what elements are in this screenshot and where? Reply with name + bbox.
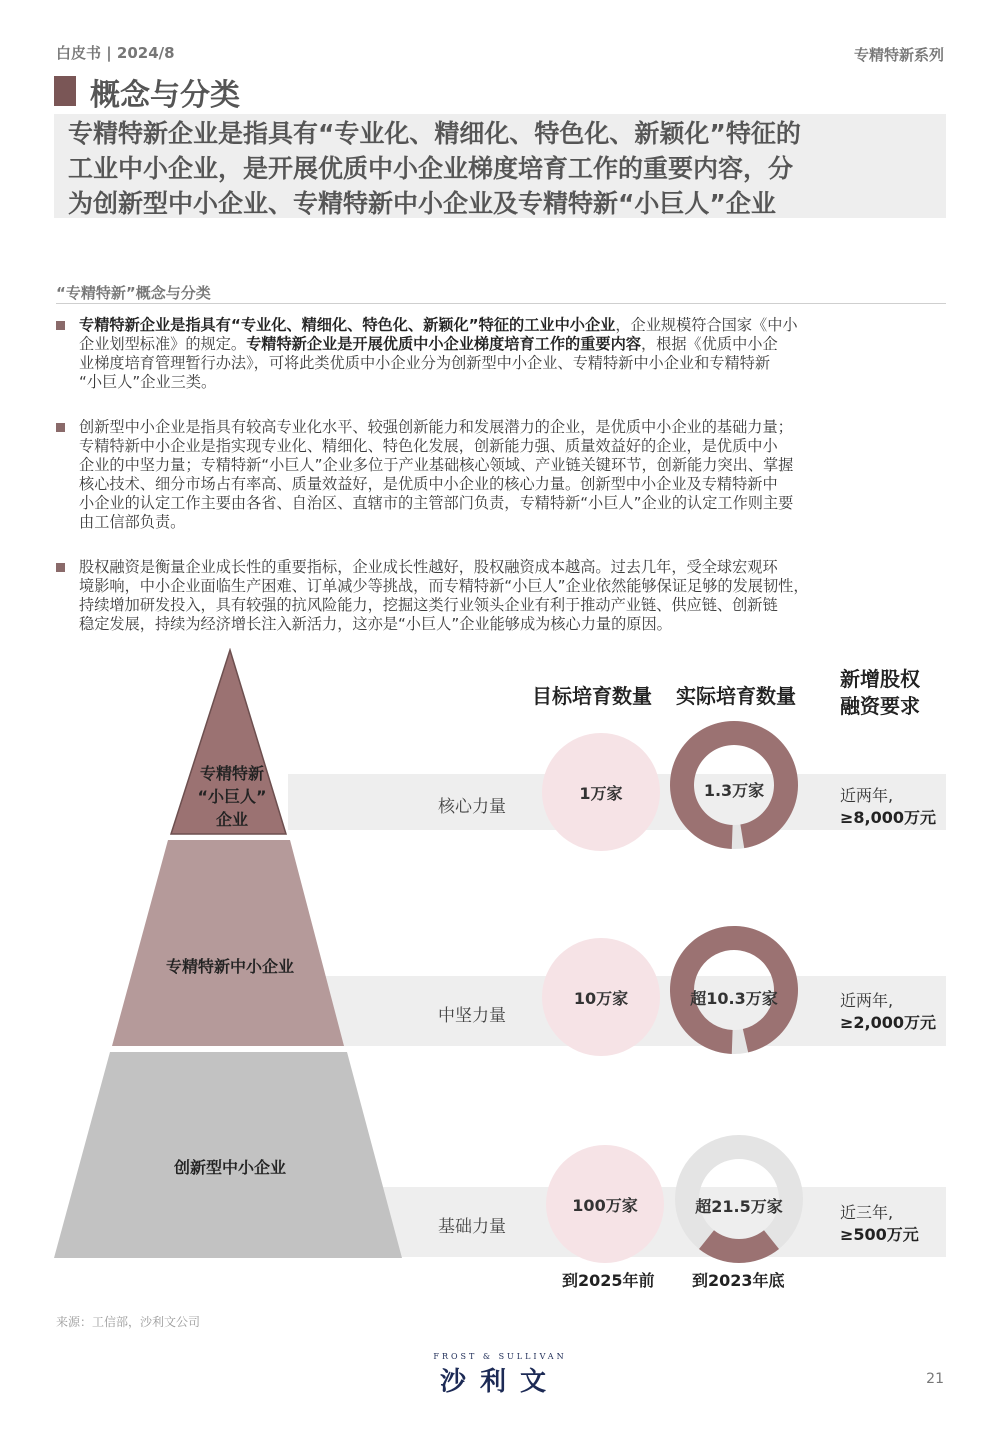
target-circle-base: 100万家: [546, 1145, 664, 1263]
p2-line: 创新型中小企业是指具有较高专业化水平、较强创新能力和发展潜力的企业，是优质中小企业的基础力量；: [79, 418, 793, 436]
requirement-period: 近两年,: [840, 786, 894, 805]
headline-box: [54, 114, 946, 218]
actual-date: 到2023年底: [692, 1271, 785, 1290]
paragraph-1: [56, 316, 948, 392]
p1-line-2: [79, 335, 948, 354]
pyramid-top-line: 专精特新: [199, 764, 264, 783]
p3-line: 境影响，中小企业面临生产困难、订单减少等挑战，而专精特新“小巨人”企业依然能够保证足够的发展韧性，: [79, 577, 809, 595]
paragraph-3: [56, 558, 948, 634]
p1-text-2a: 企业划型标准》的规定。: [79, 335, 247, 353]
p2-line: 核心技术、细分市场占有率高、质量效益好，是优质中小企业的核心力量。创新型中小企业及专精特新中: [79, 475, 778, 493]
p2-line: 专精特新中小企业是指实现专业化、精细化、特色化发展，创新能力强、质量效益好的企业，是优质中小: [79, 437, 778, 455]
requirement-base: [840, 1202, 919, 1246]
requirement-core: [840, 785, 936, 829]
p3-line: 稳定发展，持续为经济增长注入新活力，这亦是“小巨人”企业能够成为核心力量的原因。: [79, 615, 672, 633]
target-circle-core: 1万家: [542, 733, 660, 851]
pyramid-top-line: “小巨人”: [197, 787, 267, 806]
p3-line: 股权融资是衡量企业成长性的重要指标，企业成长性越好，股权融资成本越高。过去几年，受全球宏观环: [79, 558, 778, 576]
tier-label-middle: 中坚力量: [438, 1006, 506, 1026]
bullet-square: [56, 321, 65, 330]
p1-text-1: ，企业规模符合国家《中小: [615, 316, 798, 334]
col-head-requirement: [840, 666, 920, 720]
subheading: “专精特新”概念与分类: [56, 284, 211, 302]
col-head-req-line: 新增股权: [840, 667, 920, 691]
frost-sullivan-logo: [400, 1352, 600, 1398]
section-title: 概念与分类: [90, 78, 240, 113]
headline-line-1: 专精特新企业是指具有“专业化、精细化、特色化、新颖化”特征的: [68, 119, 801, 148]
p2-line: 由工信部负责。: [79, 513, 186, 531]
requirement-amount: ≥2,000万元: [840, 1013, 937, 1032]
pyramid-bottom-label: 创新型中小企业: [173, 1158, 286, 1177]
col-head-actual: 实际培育数量: [676, 684, 796, 708]
target-circle-middle: 10万家: [542, 938, 660, 1056]
requirement-period: 近三年,: [840, 1203, 894, 1222]
p1-line-3: 业梯度培育管理暂行办法》，可将此类优质中小企业分为创新型中小企业、专精特新中小企业和专精特新: [79, 354, 771, 372]
p1-text-2b: ，根据《优质中小企: [640, 335, 778, 353]
logo-english: FROST & SULLIVAN: [433, 1352, 567, 1361]
tier-label-core: 核心力量: [438, 797, 506, 817]
p2-line: 企业的中坚力量；专精特新“小巨人”企业多位于产业基础核心领域、产业链关键环节，创新能力突出、掌握: [79, 456, 794, 474]
target-deadline: 到2025年前: [562, 1271, 655, 1290]
requirement-amount: ≥500万元: [840, 1225, 919, 1244]
pyramid-middle-label: 专精特新中小企业: [165, 957, 294, 976]
requirement-amount: ≥8,000万元: [840, 808, 937, 827]
paragraph-2: [56, 418, 948, 532]
actual-value-core: 1.3万家: [703, 781, 765, 800]
p1-bold-1: 专精特新企业是指具有“专业化、精细化、特色化、新颖化”特征的工业中小企业: [79, 316, 616, 334]
headline-line-3: 为创新型中小企业、专精特新中小企业及专精特新“小巨人”企业: [68, 189, 776, 218]
subheading-rule: [56, 303, 946, 304]
pyramid-top-line: 企业: [215, 810, 248, 829]
section-marker: [54, 76, 76, 106]
p1-line-1: [79, 316, 948, 335]
col-head-req-line: 融资要求: [840, 694, 920, 718]
doc-series-date: 白皮书 | 2024/8: [56, 44, 175, 62]
bullet-square: [56, 563, 65, 572]
pyramid-middle: [112, 840, 344, 1046]
pyramid-top-label: [172, 762, 292, 831]
actual-value-base: 超21.5万家: [695, 1197, 783, 1216]
requirement-period: 近两年,: [840, 991, 894, 1010]
bullet-square: [56, 423, 65, 432]
actual-value-middle: 超10.3万家: [690, 989, 778, 1008]
headline-line-2: 工业中小企业，是开展优质中小企业梯度培育工作的重要内容，分: [68, 154, 794, 183]
logo-chinese: 沙利文: [439, 1367, 560, 1397]
doc-series-name: 专精特新系列: [853, 46, 944, 64]
p3-line: 持续增加研发投入，具有较强的抗风险能力，挖掘这类行业领头企业有利于推动产业链、供应链、创新链: [79, 596, 778, 614]
col-head-target: 目标培育数量: [532, 684, 652, 708]
ring-fill: [699, 1230, 779, 1263]
tier-label-base: 基础力量: [438, 1217, 506, 1237]
p1-bold-2: 专精特新企业是开展优质中小企业梯度培育工作的重要内容: [246, 335, 641, 353]
page-number: 21: [926, 1371, 944, 1387]
requirement-middle: [840, 990, 936, 1034]
p1-line-4: “小巨人”企业三类。: [79, 373, 217, 391]
p2-line: 小企业的认定工作主要由各省、自治区、直辖市的主管部门负责，专精特新“小巨人”企业的认定工作则主要: [79, 494, 794, 512]
source-note: 来源：工信部，沙利文公司: [56, 1315, 201, 1329]
